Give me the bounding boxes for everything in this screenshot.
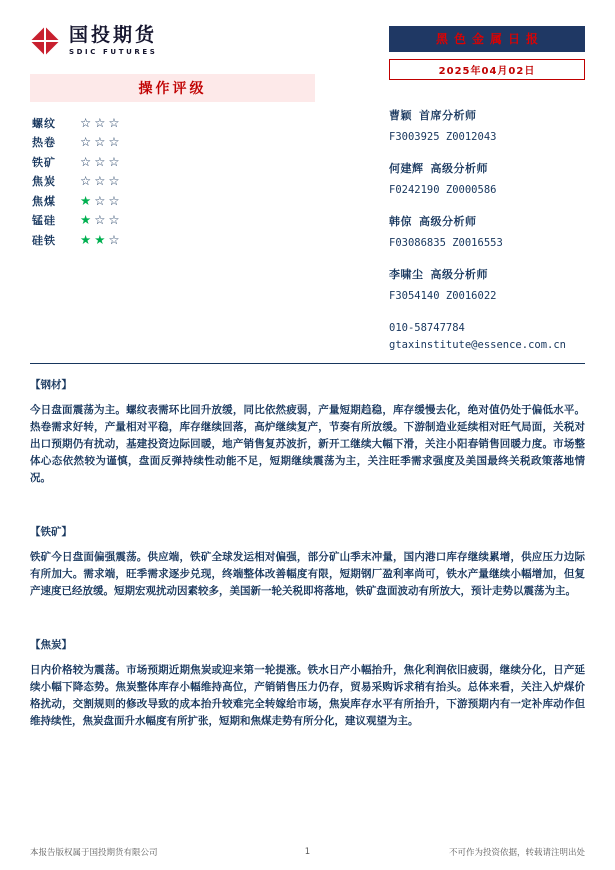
- rating-row: [32, 152, 315, 172]
- brand-logo: [30, 20, 315, 62]
- brand-diamond-icon: [30, 26, 60, 56]
- commodity-name: 硅铁: [32, 233, 56, 247]
- brand-subname: SDIC FUTURES: [69, 47, 158, 56]
- section-heading: 【铁矿】: [30, 526, 72, 538]
- star-rating: [80, 175, 123, 188]
- footer-copyright: 本报告版权属于国投期货有限公司: [30, 848, 158, 858]
- analyst-title: 高级分析师: [430, 162, 488, 175]
- filled-stars: ★: [80, 212, 95, 227]
- footer-disclaimer: 不可作为投资依据，转载请注明出处: [448, 848, 585, 858]
- analyst-title: 首席分析师: [419, 109, 477, 122]
- analyst-name-title: [389, 264, 585, 286]
- star-rating: [80, 114, 123, 130]
- brand-text: [69, 26, 157, 56]
- report-body: [30, 377, 585, 730]
- analyst-entry: [389, 264, 585, 307]
- empty-stars: ☆: [108, 231, 123, 247]
- analyst-title: 高级分析师: [419, 215, 477, 228]
- rating-row: [32, 211, 315, 231]
- analyst-title: 高级分析师: [430, 268, 488, 281]
- rating-row: [32, 191, 315, 211]
- empty-stars: ☆☆☆: [80, 173, 123, 188]
- filled-stars: ★★: [80, 231, 109, 247]
- rating-header: 操作评级: [30, 74, 315, 102]
- section-heading: 【钢材】: [30, 379, 72, 391]
- analyst-name-title: [389, 105, 585, 127]
- commodity-name: 热卷: [32, 136, 56, 150]
- header-and-columns: [30, 20, 585, 354]
- analyst-name: 何建辉: [389, 162, 424, 175]
- star-rating: [80, 192, 123, 208]
- section-iron-ore: [30, 524, 585, 600]
- empty-stars: ☆☆: [94, 192, 123, 208]
- section-steel: [30, 377, 585, 487]
- empty-stars: ☆☆☆: [80, 153, 123, 169]
- analyst-codes: F3003925 Z0012043: [389, 131, 497, 143]
- rating-row: [32, 133, 315, 153]
- analyst-codes: F03086835 Z0016553: [389, 237, 503, 249]
- star-rating: [80, 214, 123, 227]
- analyst-entry: [389, 158, 585, 201]
- analyst-name-title: [389, 158, 585, 180]
- right-column: [389, 20, 585, 354]
- empty-stars: ☆☆☆: [80, 114, 123, 130]
- page-footer: [30, 846, 585, 858]
- analyst-codes: F0242190 Z0000586: [389, 184, 497, 196]
- commodity-name: 焦煤: [32, 194, 56, 208]
- filled-stars: ★: [80, 192, 95, 208]
- report-title: 黑色金属日报: [389, 26, 585, 52]
- star-rating: [80, 153, 123, 169]
- analyst-name: 李啸尘: [389, 268, 424, 281]
- commodity-name: 锰硅: [32, 214, 56, 228]
- left-column: [30, 20, 315, 354]
- contact-phone: 010-58747784: [389, 322, 465, 334]
- analyst-name-title: [389, 211, 585, 233]
- analyst-entry: [389, 211, 585, 254]
- commodity-name: 铁矿: [32, 155, 56, 169]
- analyst-codes: F3054140 Z0016022: [389, 290, 497, 302]
- empty-stars: ☆☆: [94, 212, 123, 227]
- contact-block: [389, 320, 585, 354]
- star-rating: [80, 231, 123, 247]
- rating-row: [32, 113, 315, 133]
- header-divider: [30, 363, 585, 364]
- star-rating: [80, 136, 123, 149]
- section-text: 今日盘面震荡为主。螺纹表需环比回升放缓，同比依然疲弱，产量短期趋稳，库存缓慢去化，绝对值仍处于偏低水平。热卷需求好转，产量相对平稳，库存继续回落，高炉继续复产，节奏有所放缓。下游制造业延续相对旺气局面，关税对出口预期仍有扰动，基建投资边际回暖，地产销售复苏波折，新开工继续大幅下滑，关注小阳春销售回暖力度。市场整体心态依然较为谨慎，盘面反弹持续性动能不足，短期继续震荡为主，关注旺季需求强度及美国最终关税政策落地情况。: [30, 404, 585, 484]
- analyst-name: 曹颖: [389, 109, 412, 122]
- section-text: 铁矿今日盘面偏强震荡。供应端，铁矿全球发运相对偏强，部分矿山季末冲量，国内港口库存继续累增，供应压力边际有所加大。需求端，旺季需求逐步兑现，终端整体改善幅度有限，短期钢厂盈利率尚可，铁水产量继续小幅增加，但复产速度已经放缓。短期宏观扰动因素较多，美国新一轮关税即将落地，铁矿盘面波动有所放大，预计走势以震荡为主。: [30, 551, 585, 597]
- analyst-name: 韩倞: [389, 215, 412, 228]
- section-text: 日内价格较为震荡。市场预期近期焦炭或迎来第一轮提涨。铁水日产小幅抬升，焦化利润依旧疲弱，继续分化，日产延续小幅下降态势。焦炭整体库存小幅维持高位，产销销售压力仍存，贸易采购诉求稍有抬头。总体来看，关注入炉煤价格扰动，交割规则的修改导致的成本抬升较难完全转嫁给市场，焦炭库存水平有所抬升，下游预期内有一定补库动作但维持续性，焦炭盘面升水幅度有所扩张，短期和焦煤走势有所分化，建议观望为主。: [30, 664, 585, 727]
- section-coke: [30, 637, 585, 730]
- rating-row: [32, 172, 315, 192]
- rating-list: [30, 113, 315, 250]
- section-heading: 【焦炭】: [30, 639, 72, 651]
- contact-email[interactable]: gtaxinstitute@essence.com.cn: [389, 339, 567, 351]
- brand-name: 国投期货: [69, 24, 158, 47]
- rating-row: [32, 230, 315, 250]
- empty-stars: ☆☆☆: [80, 134, 123, 149]
- analyst-entry: [389, 105, 585, 148]
- report-date: 2025年04月02日: [389, 59, 585, 80]
- analyst-list: [389, 105, 585, 307]
- page-number: 1: [304, 847, 311, 857]
- commodity-name: 螺纹: [32, 116, 56, 130]
- commodity-name: 焦炭: [32, 175, 56, 189]
